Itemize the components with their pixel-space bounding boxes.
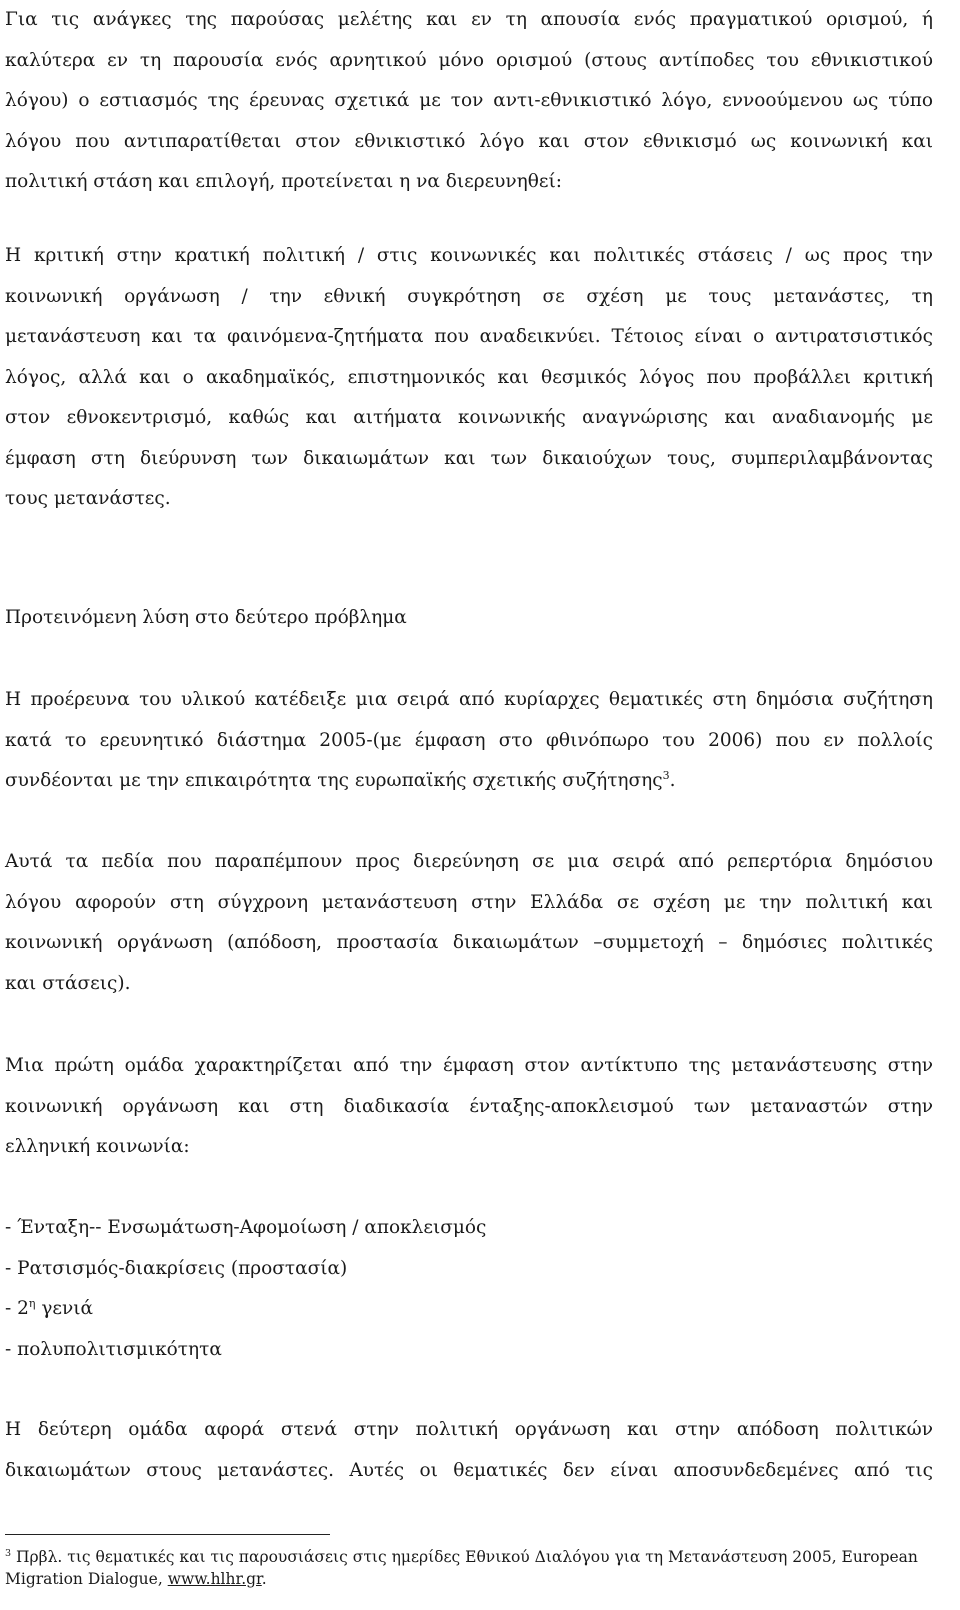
list-item: - Ρατσισμός-διακρίσεις (προστασία) (5, 1257, 348, 1279)
text-line (5, 761, 933, 802)
list-item (5, 1289, 933, 1330)
text-line: λόγου) ο εστιασμός της έρευνας σχετικά με τον αντι-εθνικιστικό λόγο, εννοούμενου ως τύπο (5, 90, 933, 111)
text-line: Η κριτική στην κρατική πολιτική / στις κοινωνικές και πολιτικές στάσεις / ως προς την (5, 245, 933, 266)
text-line: καλύτερα εν τη παρουσία ενός αρνητικού μόνο ορισμού (στους αντίποδες του εθνικιστικού (5, 49, 933, 71)
text-line-content: συνδέονται με την επικαιρότητα της ευρωπαϊκής σχετικής συζήτησης (5, 770, 663, 791)
text-line: και στάσεις). (5, 972, 131, 994)
footnote-end: . (261, 1570, 267, 1588)
text-line: λόγου αφορούν στη σύγχρονη μετανάστευση στην Ελλάδα σε σχέση με την πολιτική και (5, 891, 933, 913)
text-line: κοινωνική οργάνωση / την εθνική συγκρότηση σε σχέση με τους μετανάστες, τη (5, 285, 933, 307)
text-line: λόγου που αντιπαρατίθεται στον εθνικιστικό λόγο και στον εθνικισμό ως κοινωνική και (5, 130, 933, 152)
footnote (5, 1546, 933, 1590)
text-line: Η προέρευνα του υλικού κατέδειξε μια σειρά από κυρίαρχες θεματικές στη δημόσια συζήτηση (5, 689, 933, 710)
list-item: - Ένταξη-- Ενσωμάτωση-Αφομοίωση / αποκλεισμός (5, 1217, 487, 1238)
list-item: - πολυπολιτισμικότητα (5, 1338, 222, 1360)
text-line-end: . (669, 770, 676, 791)
footnote-link[interactable]: www.hlhr.gr (167, 1570, 262, 1588)
paragraph-fields (5, 842, 933, 1004)
text-line: μετανάστευση και τα φαινόμενα-ζητήματα που αναδεικνύει. Τέτοιος είναι ο αντιρατσιστικός (5, 326, 933, 347)
paragraph-first-group (5, 1046, 933, 1168)
text-line: πολιτική στάση και επιλογή, προτείνεται η να διερευνηθεί: (5, 171, 562, 192)
footnote-text: Πρβλ. τις θεματικές και τις παρουσιάσεις στις ημερίδες Εθνικού Διαλόγου για τη Μετανάστευση 2005, European Migration Dialogue, (5, 1548, 918, 1588)
topic-list (5, 1208, 933, 1370)
paragraph-definition (5, 0, 933, 203)
text-line: Μια πρώτη ομάδα χαρακτηρίζεται από την έμφαση στον αντίκτυπο της μετανάστευσης στην (5, 1055, 933, 1076)
footnote-marker: 3 (5, 1548, 12, 1559)
text-line: ελληνική κοινωνία: (5, 1136, 190, 1157)
text-line: έμφαση στη διεύρυνση των δικαιωμάτων και των δικαιούχων τους, συμπεριλαμβάνοντας (5, 447, 933, 469)
text-line: Αυτά τα πεδία που παραπέμπουν προς διερεύνηση σε μια σειρά από ρεπερτόρια δημόσιου (5, 851, 933, 872)
paragraph-preliminary (5, 680, 933, 802)
text-line: κοινωνική οργάνωση και στη διαδικασία ένταξης-αποκλεισμού των μεταναστών στην (5, 1095, 933, 1117)
ordinal-suffix: η (28, 1297, 36, 1310)
text-line: Για τις ανάγκες της παρούσας μελέτης και εν τη απουσία ενός πραγματικού ορισμού, ή (5, 9, 933, 30)
list-item-text: γενιά (35, 1298, 94, 1319)
text-line: δικαιωμάτων στους μετανάστες. Αυτές οι θεματικές δεν είναι αποσυνδεδεμένες από τις (5, 1459, 933, 1481)
paragraph-second-group (5, 1410, 933, 1491)
footnote-separator (5, 1534, 330, 1535)
text-line: κοινωνική οργάνωση (απόδοση, προστασία δικαιωμάτων –συμμετοχή – δημόσιες πολιτικές (5, 932, 933, 953)
footnote-reference[interactable]: 3 (662, 769, 670, 782)
heading-text: Προτεινόμενη λύση στο δεύτερο πρόβλημα (5, 607, 407, 628)
text-line: στον εθνοκεντρισμό, καθώς και αιτήματα κοινωνικής αναγνώρισης και αναδιανομής με (5, 407, 933, 428)
text-line: τους μετανάστες. (5, 488, 171, 509)
paragraph-critique (5, 236, 933, 520)
text-line: κατά το ερευνητικό διάστημα 2005-(με έμφαση στο φθινόπωρο του 2006) που εν πολλοίς (5, 729, 933, 751)
list-item-text: - 2 (5, 1298, 29, 1319)
text-line: Η δεύτερη ομάδα αφορά στενά στην πολιτική οργάνωση και στην απόδοση πολιτικών (5, 1419, 933, 1440)
text-line: λόγος, αλλά και ο ακαδημαϊκός, επιστημονικός και θεσμικός λόγος που προβάλλει κριτική (5, 366, 933, 388)
section-heading (5, 598, 933, 639)
